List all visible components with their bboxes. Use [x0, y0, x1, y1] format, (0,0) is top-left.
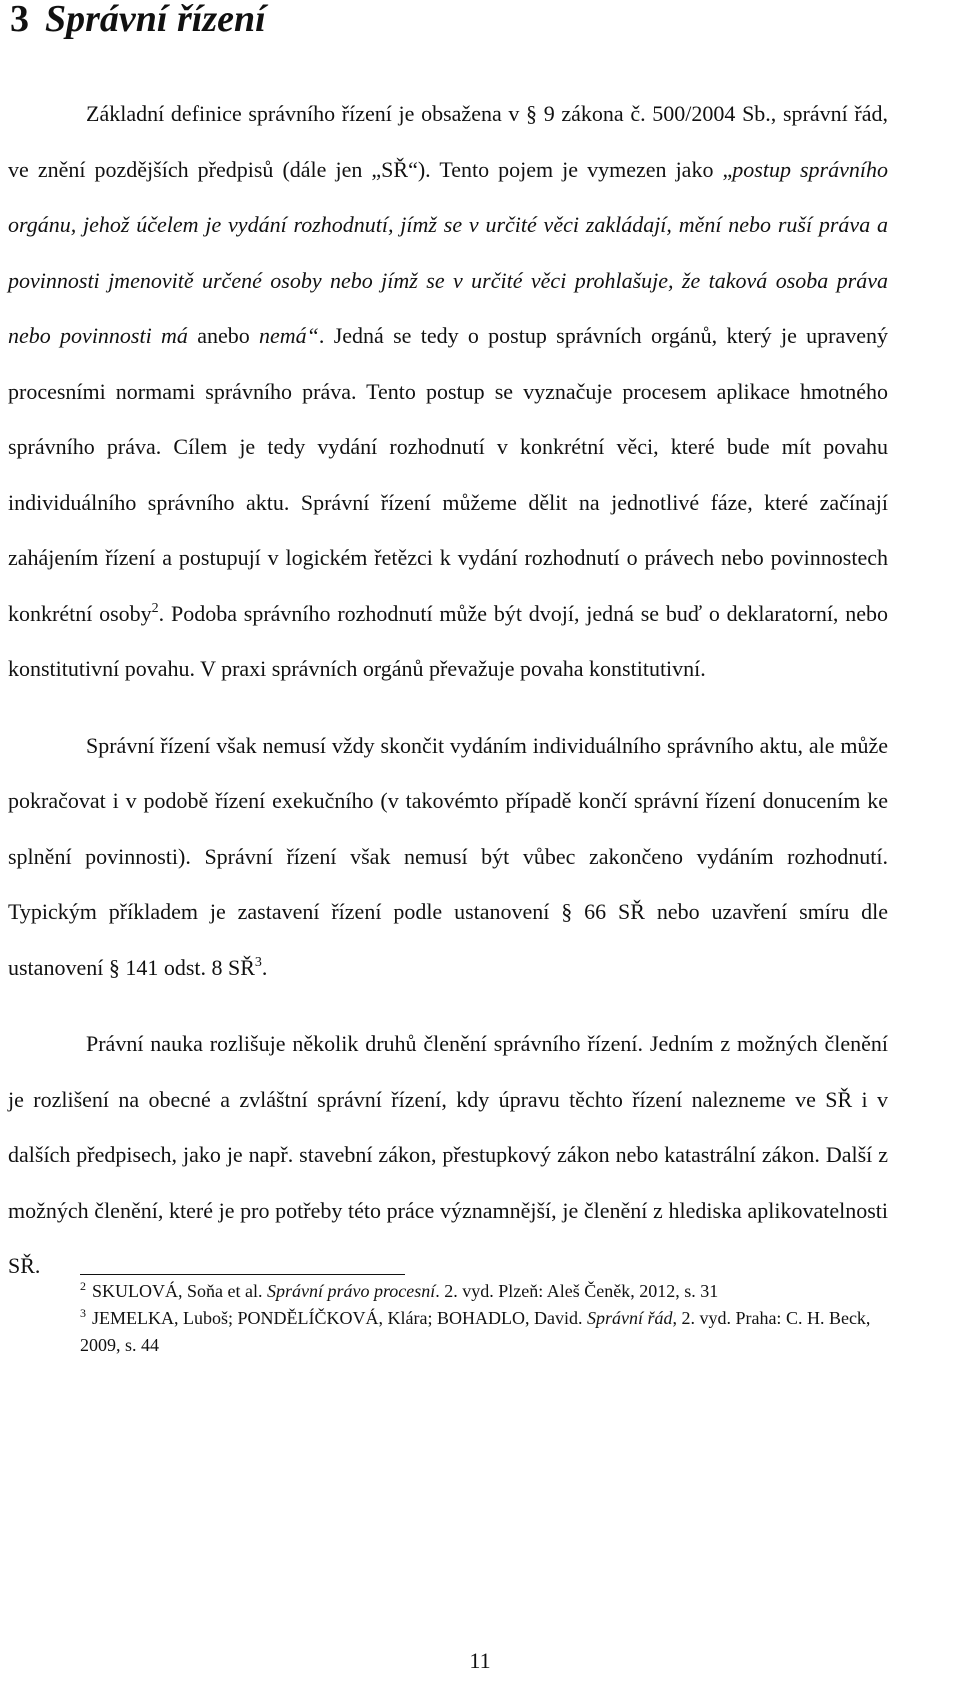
- paragraph-classification: [8, 1016, 888, 1294]
- paragraph-text: Právní nauka rozlišuje několik druhů členění správního řízení. Jedním z možných členění je rozlišení na obecné a zvláštní správní řízení, kdy úpravu těchto řízení nalezneme ve SŘ i v dalších předpisech, jako je např. stavební zákon, přestupkový zákon nebo katastrální zákon. Další z možných členění, které je pro potřeby této práce významnější, je členění z hlediska aplikovatelnosti SŘ.: [8, 1031, 888, 1278]
- footnotes: [80, 1278, 888, 1359]
- chapter-number: 3: [10, 0, 29, 40]
- paragraph-text: Správní řízení však nemusí vždy skončit vydáním individuálního správního aktu, ale může pokračovat i v podobě řízení exekučního (v takovémto případě končí správní řízení donucením ke splnění povinnosti). Správní řízení však nemusí být vůbec zakončeno vydáním rozhodnutí. Typickým příkladem je zastavení řízení podle ustanovení § 66 SŘ nebo uzavření smíru dle ustanovení § 141 odst. 8 SŘ: [8, 732, 888, 980]
- paragraph-text: . Jedná se tedy o postup správních orgánů, který je upravený procesními normami správního práva. Tento postup se vyznačuje procesem aplikace hmotného správního práva. Cílem je tedy vydání rozhodnutí v konkrétní věci, které bude mít povahu individuálního správního aktu. Správní řízení můžeme dělit na jednotlivé fáze, které začínají zahájením řízení a postupují v logickém řetězci k vydání rozhodnutí o právech nebo povinnostech konkrétní osoby: [8, 323, 888, 626]
- page-number: 11: [469, 1648, 491, 1673]
- footnote-text: , 2. vyd. Praha: C. H. Beck, 2009, s. 44: [80, 1308, 871, 1355]
- body-text: [8, 86, 888, 1294]
- footnote-text: JEMELKA, Luboš; PONDĚLÍČKOVÁ, Klára; BOHADLO, David.: [92, 1308, 587, 1328]
- paragraph-text: anebo: [187, 323, 260, 348]
- paragraph-text: .: [261, 954, 268, 980]
- footnote-text: . 2. vyd. Plzeň: Aleš Čeněk, 2012, s. 31: [435, 1281, 719, 1301]
- chapter-heading: [10, 0, 266, 42]
- footnote-title: Správní právo procesní: [266, 1281, 436, 1301]
- footnote-text: SKULOVÁ, Soňa et al.: [92, 1281, 267, 1301]
- definition-quote-end: nemá“: [259, 323, 319, 348]
- footnote-reference[interactable]: 3: [254, 954, 262, 970]
- footnote-item: [80, 1278, 888, 1305]
- footnote-item: [80, 1305, 888, 1359]
- paragraph-text: Základní definice správního řízení je obsažena v § 9 zákona č. 500/2004 Sb., správní řád, ve znění pozdějších předpisů (dále jen „SŘ“). Tento pojem je vymezen jako „: [8, 101, 888, 182]
- definition-quote: postup správního orgánu, jehož účelem je vydání rozhodnutí, jímž se v určité věci zakládají, mění nebo ruší práva a povinnosti jmenovitě určené osoby nebo jímž se v určité věci prohlašuje, že taková osoba práva nebo povinnosti má: [8, 156, 888, 348]
- footnote-reference[interactable]: 2: [151, 600, 159, 616]
- chapter-title: Správní řízení: [45, 0, 266, 40]
- paragraph-execution: [8, 718, 888, 996]
- footnote-title: Správní řád: [586, 1308, 673, 1328]
- footnote-separator: [80, 1274, 405, 1275]
- footnote-number: 2: [80, 1279, 86, 1293]
- footnote-number: 3: [80, 1306, 86, 1320]
- paragraph-definition: [8, 86, 888, 697]
- paragraph-text: . Podoba správního rozhodnutí může být dvojí, jedná se buď o deklaratorní, nebo konstitutivní povahu. V praxi správních orgánů převažuje povaha konstitutivní.: [8, 600, 888, 681]
